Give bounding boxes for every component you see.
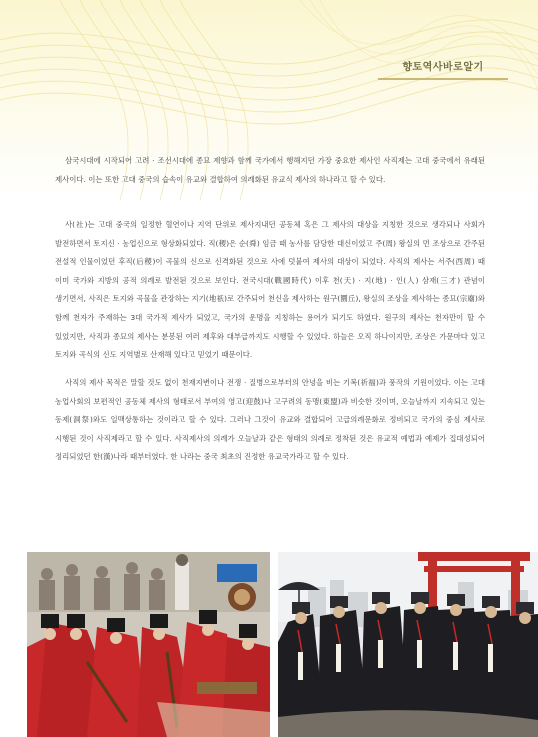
body-paragraph-2: [55, 216, 485, 365]
body-paragraph-3: [55, 374, 485, 467]
section-title: 향토역사바로알기: [402, 62, 484, 73]
paragraph-text: 사직의 제사 목적은 말할 것도 없이 천재지변이나 전쟁 · 질병으로부터의 안녕을 비는 기복(祈福)과 풍작의 기원이었다. 이는 고대 농업사회의 보편적인 공동체 제사의 형태로서 부여의 영고(迎鼓)나 고구려의 동맹(東盟)과 비슷한 것이며, 오늘날까지 지속되고 있는 동제(洞祭)와도 일맥상통하는 것이라고 할 수 있다. 그러나 그것이 유교와 결합되어 고급의례문화로 정비되고 국가의 중심 제사로 시행된 것이 사직제라고 할 수 있다. 사직제사의 의례가 오늘날과 같은 형태의 의례로 정착된 것은 유교적 예법과 예제가 집대성되어 정리되었던 한(漢)나라 때부터였다. 한 나라는 중국 최초의 진정한 유교국가라고 할 수 있다.: [55, 378, 485, 462]
section-divider: [378, 78, 508, 80]
paragraph-text: 삼국시대에 시작되어 고려 · 조선시대에 종묘 제향과 함께 국가에서 행해지던 가장 중요한 제사인 사직제는 고대 중국에서 유래된 제사이다. 이는 또한 고대 중국의 습속이 유교와 결합하여 의례화된 유교식 제사의 하나라고 할 수 있다.: [55, 156, 485, 184]
ceremony-officiants-photo: [278, 552, 538, 737]
body-paragraph-1: [55, 152, 485, 189]
paragraph-text: 사(社)는 고대 중국의 일정한 혈연이나 지역 단위로 제사지내던 공동체 혹은 그 제사의 대상을 지칭한 것으로 생각되나 사회가 발전하면서 토지신 · 농업신으로 형상화되었다. 직(稷)은 순(舜) 임금 때 농사를 담당한 대신이었고 주(周) 왕실의 먼 조상으로 간주된 전설적 인물이었던 후직(后稷)이 곡물의 신으로 신격화된 것으로 사에 덧붙여 제사의 대상이 되었다. 사직의 제사는 서주(西周) 때 이미 국가와 지방의 공적 의례로 발전된 것으로 보인다. 전국시대(戰國時代) 이후 천(天) · 지(地) · 인(人) 삼재(三才) 관념이 생기면서, 사직은 토지와 곡물을 관장하는 지기(地祇)로 간주되어 천신을 제사하는 원구(圜丘), 왕실의 조상을 제사하는 종묘(宗廟)와 함께 천자가 주재하는 3대 국가적 제사가 되었고, 국가의 운명을 지칭하는 용어가 되기도 하였다. 원구의 제사는 천자만이 할 수 있었지만, 사직과 종묘의 제사는 분봉된 여러 제후와 대부급까지도 시행할 수 있었다. 하늘은 오직 하나이지만, 조상은 가문마다 있고 토지와 곡식의 신도 지역별로 산재해 있다고 믿었기 때문이다.: [55, 220, 485, 360]
ceremony-musicians-photo: [27, 552, 270, 737]
